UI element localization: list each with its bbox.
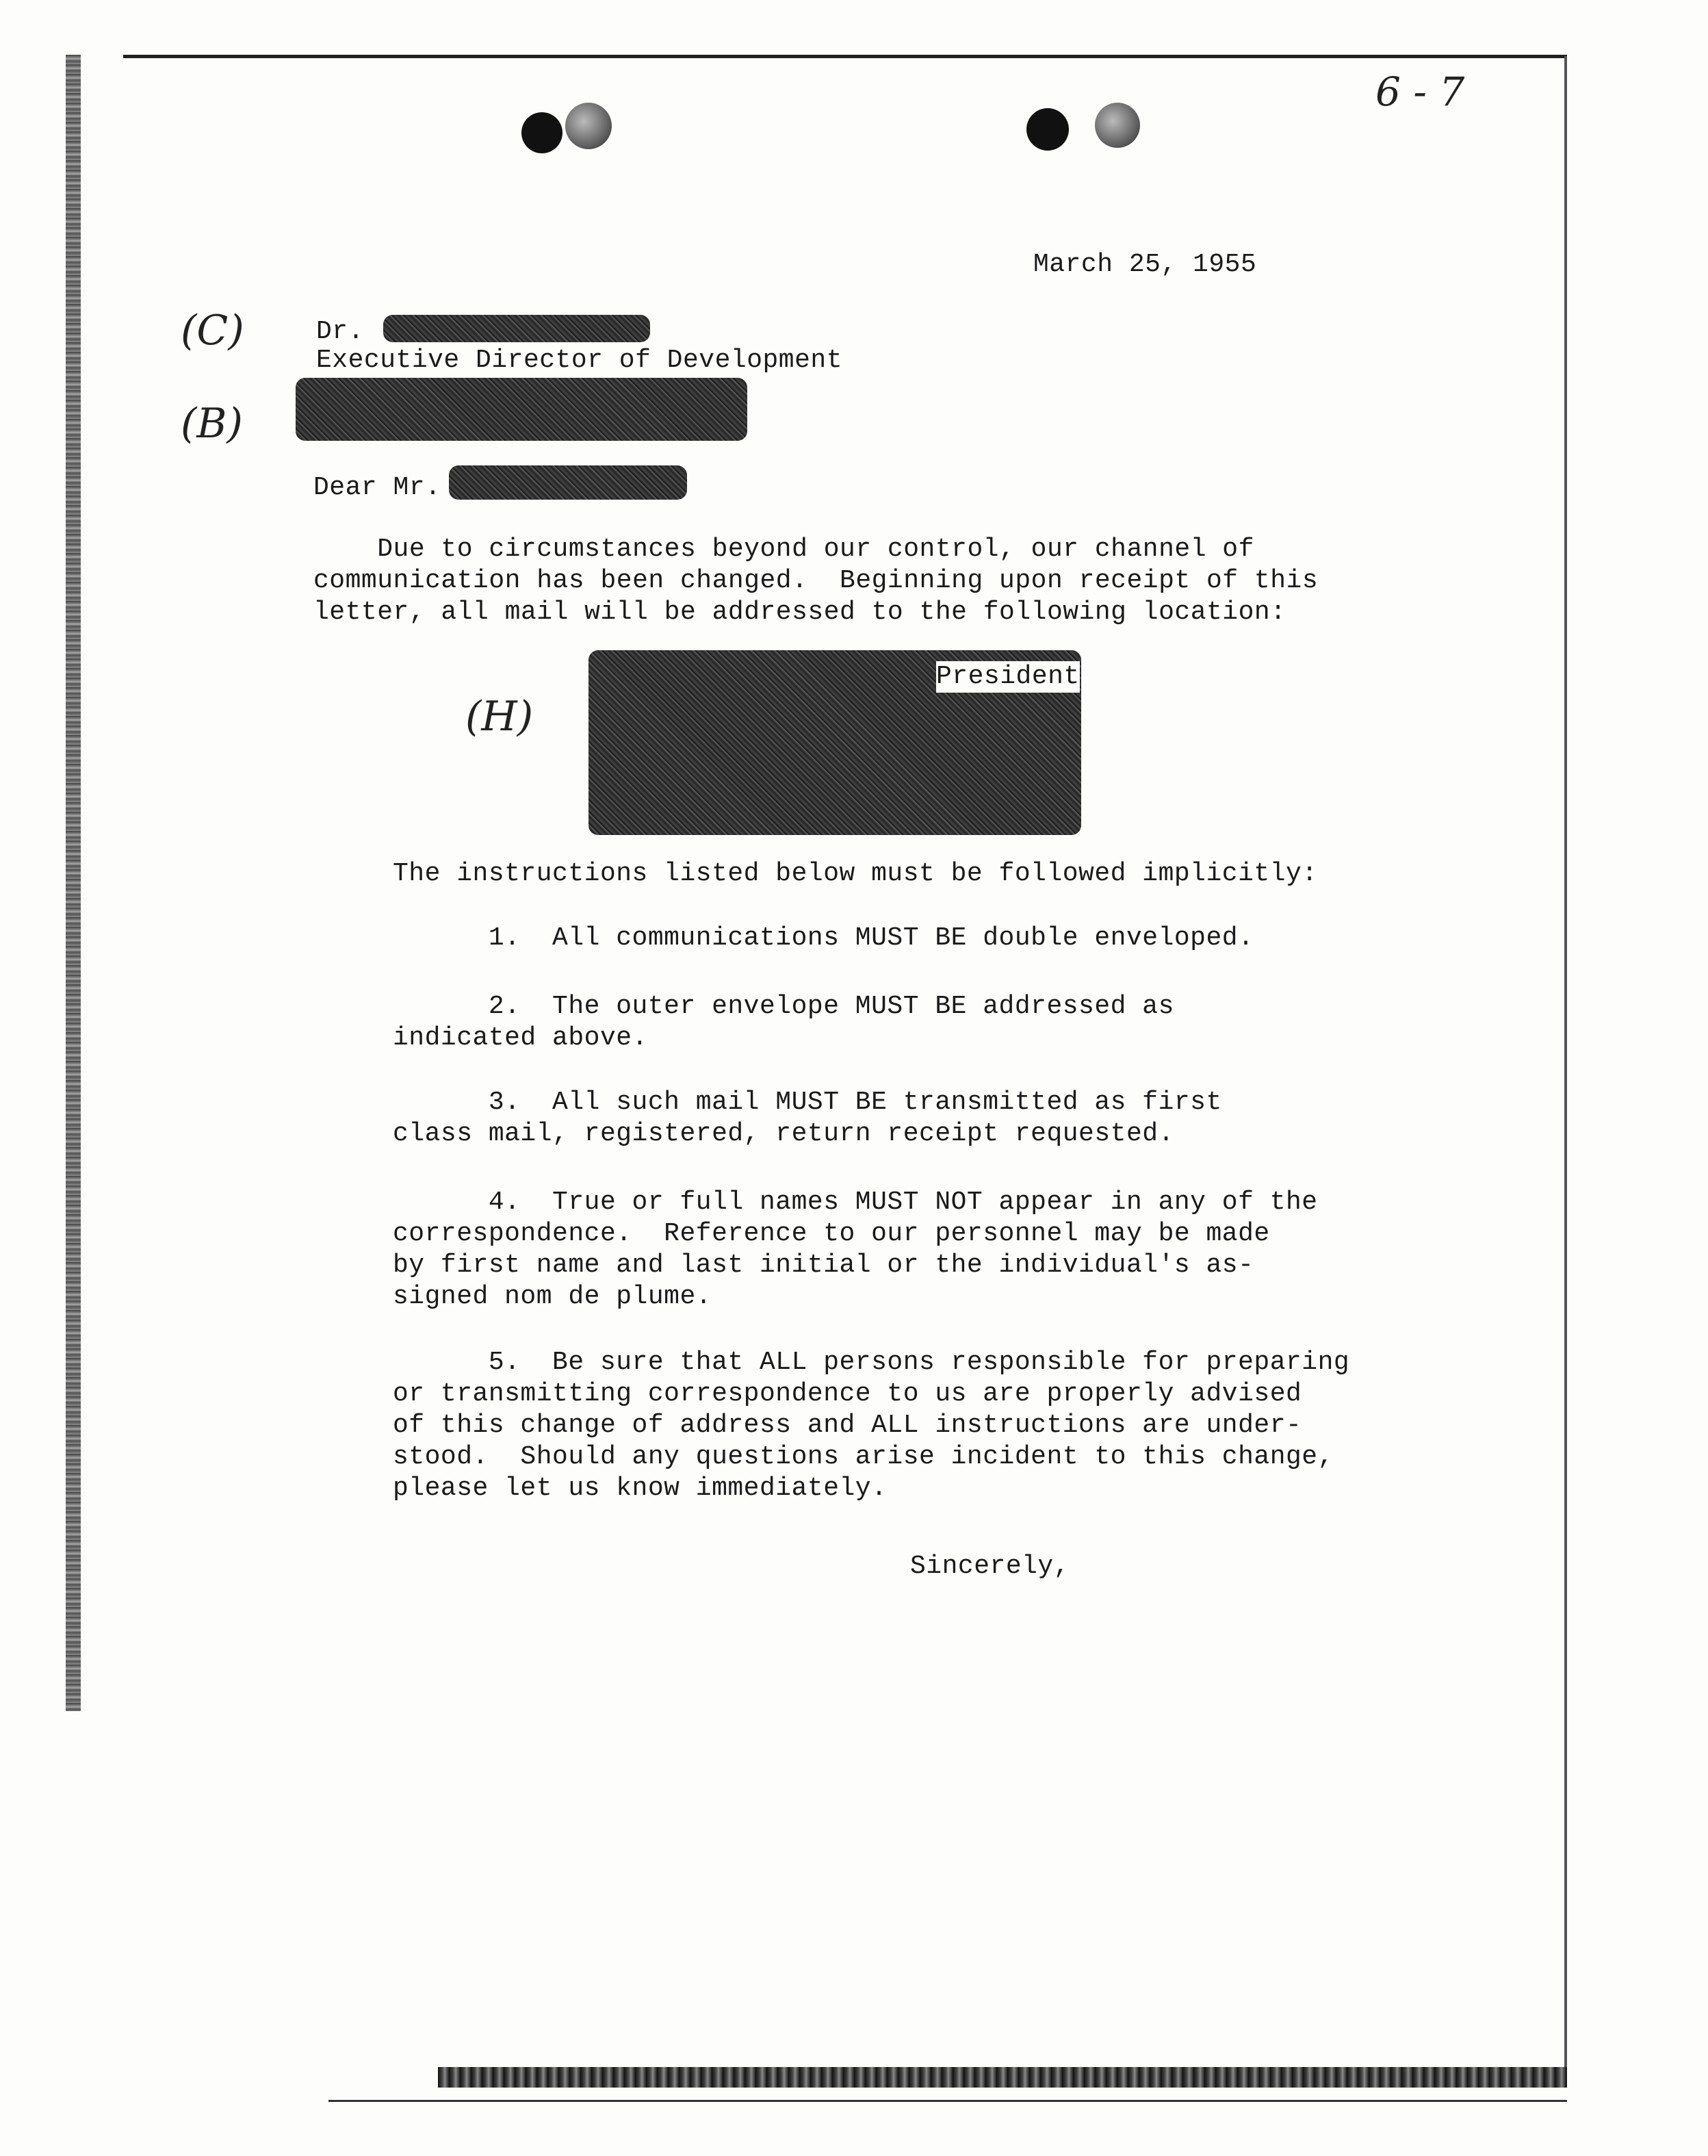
instruction-line: 1. All communications MUST BE double enveloped. xyxy=(393,923,1254,953)
scan-binding-edge xyxy=(66,55,81,1711)
address-name-prefix: Dr. xyxy=(316,317,364,346)
instruction-line: indicated above. xyxy=(393,1023,648,1053)
right-border-line xyxy=(1564,56,1567,2068)
handwritten-page-number: 6 - 7 xyxy=(1375,68,1465,115)
greeting: Dear Mr. xyxy=(313,473,441,502)
instruction-line: class mail, registered, return receipt requested. xyxy=(393,1119,1174,1148)
instructions-heading: The instructions listed below must be followed implicitly: xyxy=(393,859,1318,888)
margin-mark-b: (B) xyxy=(181,400,243,448)
instruction-line: 4. True or full names MUST NOT appear in any of the xyxy=(393,1188,1318,1217)
punch-hole-grey-right xyxy=(1095,103,1140,148)
instruction-line: signed nom de plume. xyxy=(393,1282,712,1311)
instruction-line: please let us know immediately. xyxy=(393,1474,888,1503)
recipient-title: President xyxy=(936,662,1080,691)
intro-line: letter, all mail will be addressed to the following location: xyxy=(313,598,1286,627)
address-title: Executive Director of Development xyxy=(316,346,843,375)
closing: Sincerely, xyxy=(910,1552,1070,1581)
letter-date: March 25, 1955 xyxy=(1033,250,1257,279)
instruction-line: 2. The outer envelope MUST BE addressed as xyxy=(393,992,1174,1021)
punch-hole-dark-left xyxy=(521,112,562,153)
punch-hole-grey-left xyxy=(565,103,612,149)
instruction-line: or transmitting correspondence to us are properly advised xyxy=(393,1379,1302,1409)
instruction-line: by first name and last initial or the individual's as- xyxy=(393,1250,1254,1280)
redaction-greeting-name xyxy=(449,465,687,500)
instruction-line: stood. Should any questions arise incident to this change, xyxy=(393,1442,1334,1472)
bottom-border-line xyxy=(328,2100,1567,2102)
bottom-scan-artifact xyxy=(438,2067,1567,2088)
top-border-line xyxy=(123,55,1567,58)
margin-mark-h: (H) xyxy=(465,693,534,741)
margin-mark-c: (C) xyxy=(181,307,244,355)
instruction-line: correspondence. Reference to our personnel may be made xyxy=(393,1219,1270,1248)
intro-line: communication has been changed. Beginning upon receipt of this xyxy=(313,566,1319,595)
redaction-name xyxy=(383,315,650,342)
instruction-line: 3. All such mail MUST BE transmitted as first xyxy=(393,1088,1222,1117)
punch-hole-dark-right xyxy=(1026,108,1069,151)
instruction-line: 5. Be sure that ALL persons responsible for preparing xyxy=(393,1348,1350,1377)
redaction-address xyxy=(296,378,747,441)
intro-line: Due to circumstances beyond our control, our channel of xyxy=(313,535,1254,564)
instruction-line: of this change of address and ALL instructions are under- xyxy=(393,1411,1302,1440)
